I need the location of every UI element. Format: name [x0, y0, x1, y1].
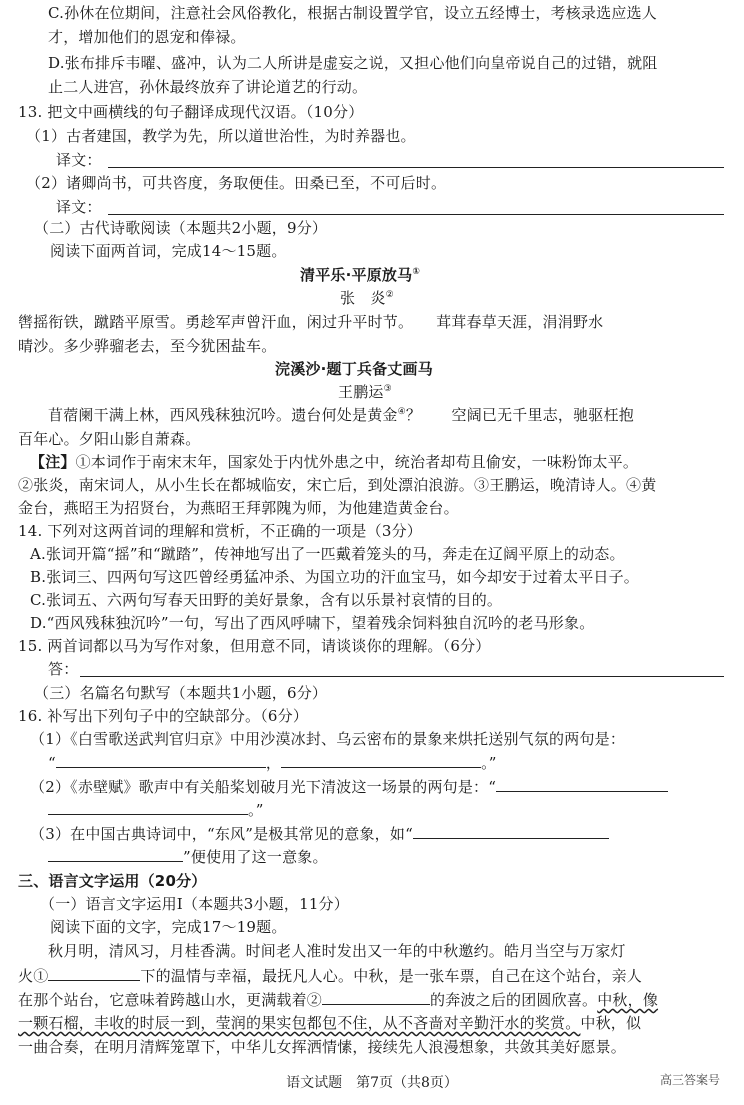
option-d-line1: D.张布排斥韦曜、盛冲，认为二人所讲是虚妄之说，又担心他们向皇帝说自己的过错，就阻: [48, 54, 658, 72]
option-c-line2: 才，增加他们的恩宠和俸禄。: [48, 28, 246, 46]
annotation-line2: ②张炎，南宋词人，从小生长在都城临安，宋亡后，到处漂泊浪游。③王鹏运，晚清诗人。④黄: [18, 476, 657, 494]
watermark-text: 高三答案号: [660, 1073, 721, 1087]
reading-instruction-2: 阅读下面两首词，完成14～15题。: [50, 242, 287, 260]
reading-instruction-3: 阅读下面的文字，完成17～19题。: [50, 918, 287, 936]
section-2-heading: （二）古代诗歌阅读（本题共2小题，9分）: [34, 219, 328, 237]
question-16-item1: （1）《白雪歌送武判官归京》中用沙漠冰封、乌云密布的景象来烘托送别气氛的两句是：: [30, 730, 626, 748]
fill-blank[interactable]: [48, 846, 183, 862]
passage-line2: 火① 下的温情与幸福，最抚凡人心。中秋，是一张车票，自己在这个站台，亲人: [18, 967, 643, 985]
translation-label-1: 译文：: [56, 151, 102, 169]
annotation-line1: 【注】①本词作于南宋末年，国家处于内忧外患之中，统治者却苟且偷安，一味粉饰太平。: [30, 453, 639, 471]
poem2-author: 王鹏运③: [338, 383, 392, 401]
answer-line[interactable]: [108, 214, 724, 215]
poem1-author: 张 炎②: [340, 289, 394, 307]
poem2-line1: 苜蓿阑干满上林，西风残秣独沉吟。遗台何处是黄金④？ 空阔已无千里志，驰驱枉抱: [48, 406, 634, 424]
fill-blank[interactable]: [48, 965, 140, 981]
question-16-item2: （2）《赤壁赋》歌声中有关船桨划破月光下清波这一场景的两句是：“: [30, 776, 668, 798]
poem1-line2: 晴沙。多少骅骝老去，至今犹困盐车。: [18, 337, 277, 355]
question-14-option-b: B.张词三、四两句写这匹曾经勇猛冲杀、为国立功的汗血宝马，如今却安于过着太平日子。: [30, 568, 639, 586]
page-footer: 语文试题 第7页（共8页）: [286, 1075, 458, 1091]
poem2-title: 浣溪沙·题丁兵备丈画马: [275, 360, 433, 378]
poem1-title: 清平乐·平原放马①: [300, 266, 421, 284]
question-14-option-c: C.张词五、六两句写春天田野的美好景象，含有以乐景衬哀情的目的。: [30, 591, 503, 609]
poem1-line1: 辔摇衔铁，蹴踏平原雪。勇趁军声曾汗血，闲过升平时节。 茸茸春草天涯，涓涓野水: [18, 313, 604, 331]
passage-line3: 在那个站台，它意味着跨越山水，更满载着② 的奔波之后的团圆欣喜。中秋，像: [18, 991, 659, 1009]
fill-blank[interactable]: [322, 989, 430, 1005]
fill-blank[interactable]: [56, 752, 266, 768]
watermark-badge: [660, 1070, 736, 1100]
question-13-item2: （2）诸卿尚书，可共咨度，务取便佳。田桑已至，不可后时。: [26, 174, 447, 192]
answer-line[interactable]: [108, 167, 724, 168]
fill-blank[interactable]: [48, 799, 248, 815]
fill-blank[interactable]: [413, 823, 609, 839]
section-3-heading: （三）名篇名句默写（本题共1小题，6分）: [34, 684, 328, 702]
question-16: 16. 补写出下列句子中的空缺部分。（6分）: [18, 707, 309, 725]
question-14: 14. 下列对这两首词的理解和赏析，不正确的一项是（3分）: [18, 522, 422, 540]
question-14-option-a: A.张词开篇“摇”和“蹴踏”，传神地写出了一匹戴着笼头的马，奔走在辽阔平原上的动态。: [30, 545, 625, 563]
question-16-item3-blank: ”便使用了这一意象。: [48, 846, 328, 868]
annotation-line3: 金台，燕昭王为招贤台，为燕昭王拜郭隗为师，为他建造黄金台。: [18, 499, 459, 517]
passage-line4: 一颗石榴，丰收的时辰一到，莹润的果实包都包不住，从不吝啬对辛勤汗水的奖赏。中秋，似: [18, 1014, 642, 1032]
question-16-item1-blanks: “ ， 。”: [48, 754, 497, 772]
fill-blank[interactable]: [496, 776, 668, 792]
question-14-option-d: D.“西风残秣独沉吟”一句，写出了西风呼啸下，望着残余饲料独自沉吟的老马形象。: [30, 614, 595, 632]
passage-line5: 一曲合奏，在明月清辉笼罩下，中华儿女挥洒情愫，接续先人浪漫想象，共敛其美好愿景。: [18, 1038, 627, 1056]
section-3-1-heading: （一）语言文字运用Ⅰ（本题共3小题，11分）: [40, 895, 349, 913]
question-15: 15. 两首词都以马为写作对象，但用意不同，请谈谈你的理解。（6分）: [18, 637, 491, 655]
question-16-item3: （3）在中国古典诗词中，“东风”是极其常见的意象，如“: [30, 823, 609, 845]
poem2-line2: 百年心。夕阳山影自萧森。: [18, 430, 201, 448]
option-d-line2: 止二人进宫，孙休最终放弃了讲论道艺的行动。: [48, 78, 368, 96]
question-13: 13. 把文中画横线的句子翻译成现代汉语。（10分）: [18, 103, 364, 121]
answer-label: 答：: [48, 660, 79, 678]
question-16-item2-blank: 。”: [48, 799, 264, 821]
part-3-heading: 三、语言文字运用（20分）: [18, 872, 207, 890]
translation-label-2: 译文：: [56, 198, 102, 216]
answer-line[interactable]: [80, 676, 724, 677]
passage-line1: 秋月明，清风习，月桂香满。时间老人准时发出又一年的中秋邀约。皓月当空与万家灯: [48, 942, 626, 960]
question-13-item1: （1）古者建国，教学为先，所以道世治性，为时养器也。: [26, 127, 416, 145]
fill-blank[interactable]: [281, 752, 481, 768]
option-c-line1: C.孙休在位期间，注意社会风俗教化，根据古制设置学官，设立五经博士，考核录选应选人: [48, 4, 657, 22]
